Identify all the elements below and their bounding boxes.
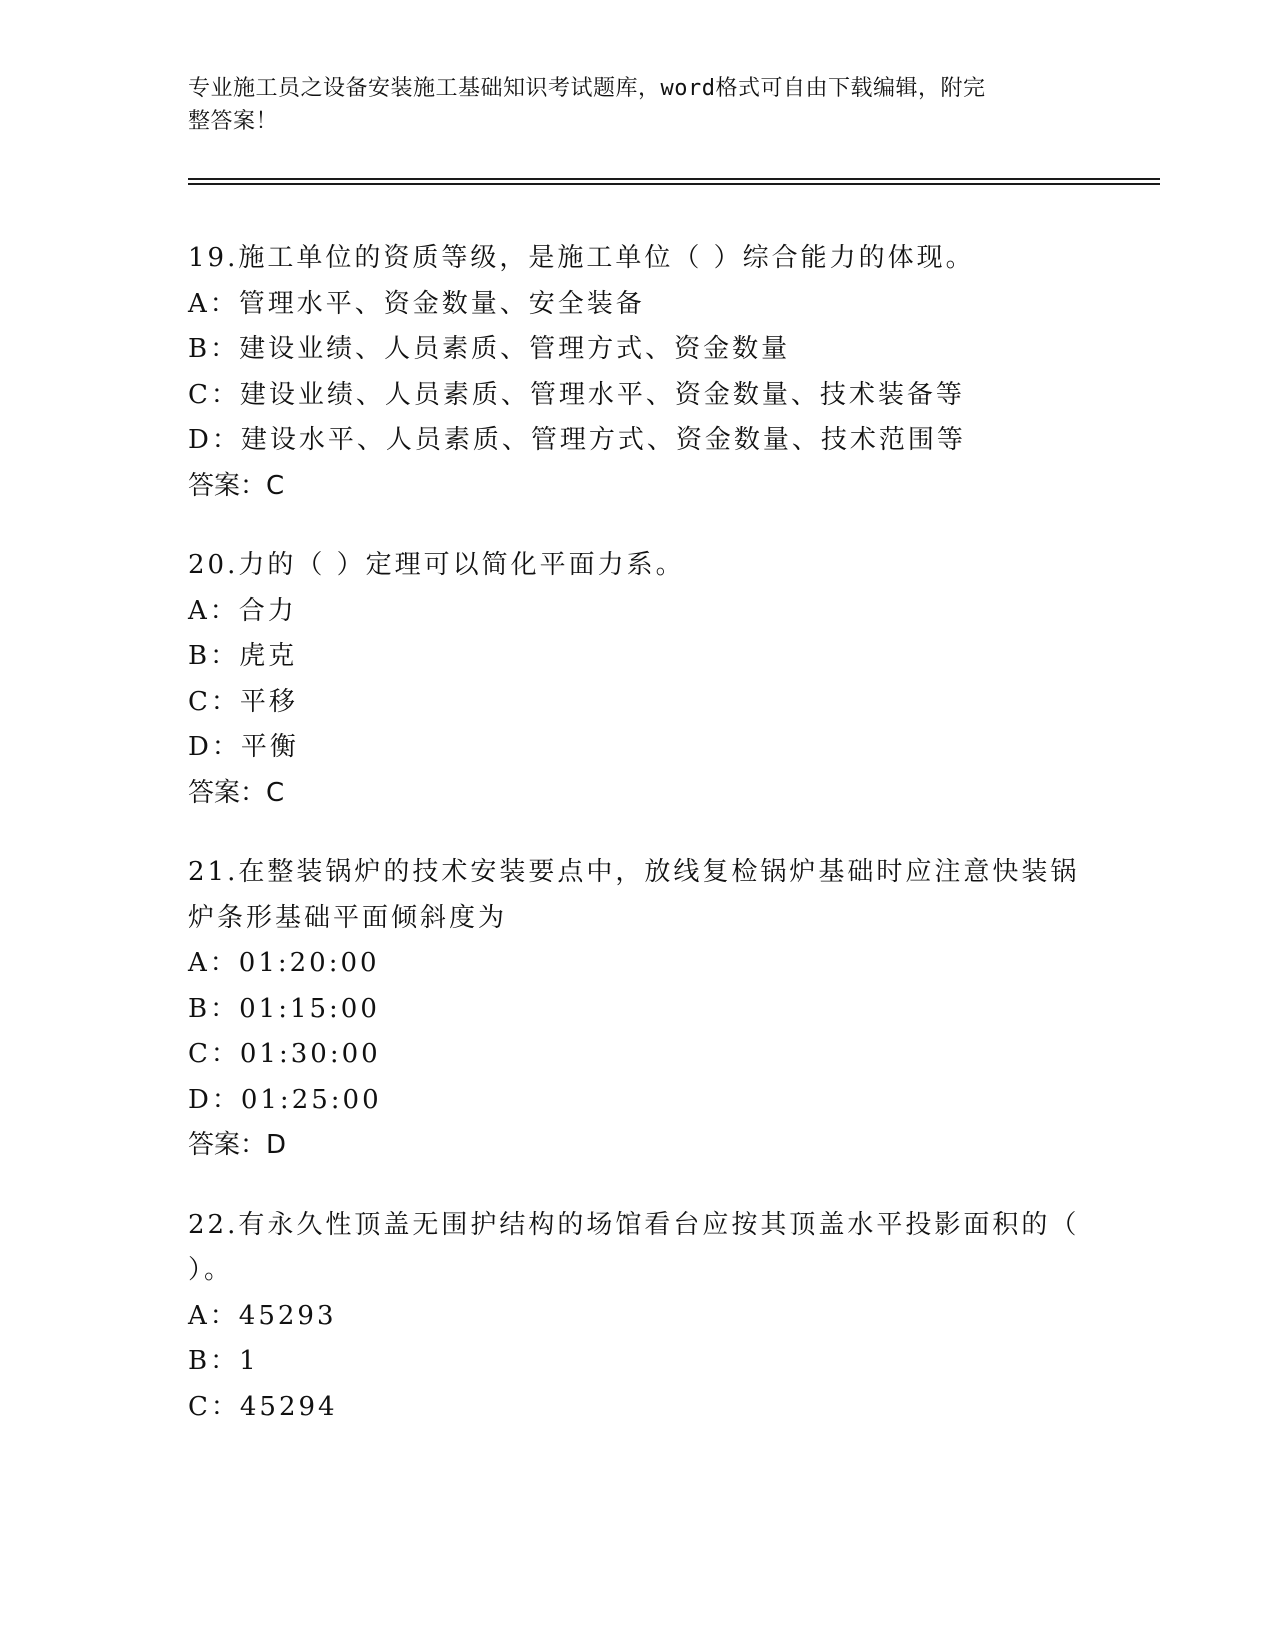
option-b: B：虎克 — [188, 641, 298, 671]
question-text: 20.力的（ ）定理可以简化平面力系。 — [188, 550, 685, 580]
option-a: A：合力 — [188, 595, 297, 626]
option-b: B：建设业绩、人员素质、管理方式、资金数量 — [188, 334, 791, 364]
option-c: C：01:30:00 — [188, 1039, 381, 1069]
option-d: D：01:25:00 — [188, 1084, 382, 1115]
option-b: B：1 — [188, 1346, 259, 1376]
option-a: A：45293 — [188, 1300, 337, 1331]
header-line-1: 专业施工员之设备安装施工基础知识考试题库，word格式可自由下载编辑，附完 — [188, 76, 986, 101]
question-21 — [188, 850, 1088, 1169]
option-a: A：01:20:00 — [188, 948, 380, 978]
option-d: D：平衡 — [188, 732, 299, 762]
header-divider-top — [188, 178, 1160, 180]
question-20 — [188, 543, 1088, 816]
document-header — [188, 72, 1068, 138]
question-text: 21.在整装锅炉的技术安装要点中，放线复检锅炉基础时应注意快装锅炉条形基础平面倾斜度为 — [188, 857, 1080, 933]
question-text: 19.施工单位的资质等级，是施工单位（ ）综合能力的体现。 — [188, 243, 975, 273]
option-d: D：建设水平、人员素质、管理方式、资金数量、技术范围等 — [188, 425, 966, 455]
option-c: C：平移 — [188, 686, 298, 717]
question-list — [188, 236, 1088, 1464]
question-19 — [188, 236, 1088, 509]
option-c: C：45294 — [188, 1391, 338, 1422]
option-a: A：管理水平、资金数量、安全装备 — [188, 288, 645, 319]
option-c: C：建设业绩、人员素质、管理水平、资金数量、技术装备等 — [188, 379, 965, 410]
answer: 答案：D — [188, 1130, 287, 1160]
question-22 — [188, 1203, 1088, 1431]
answer: 答案：C — [188, 470, 285, 501]
header-divider-bottom — [188, 183, 1160, 185]
question-text: 22.有永久性顶盖无围护结构的场馆看台应按其顶盖水平投影面积的（ ）。 — [188, 1209, 1080, 1285]
answer: 答案：C — [188, 777, 285, 808]
option-b: B：01:15:00 — [188, 993, 380, 1024]
header-line-2: 整答案！ — [188, 109, 279, 134]
